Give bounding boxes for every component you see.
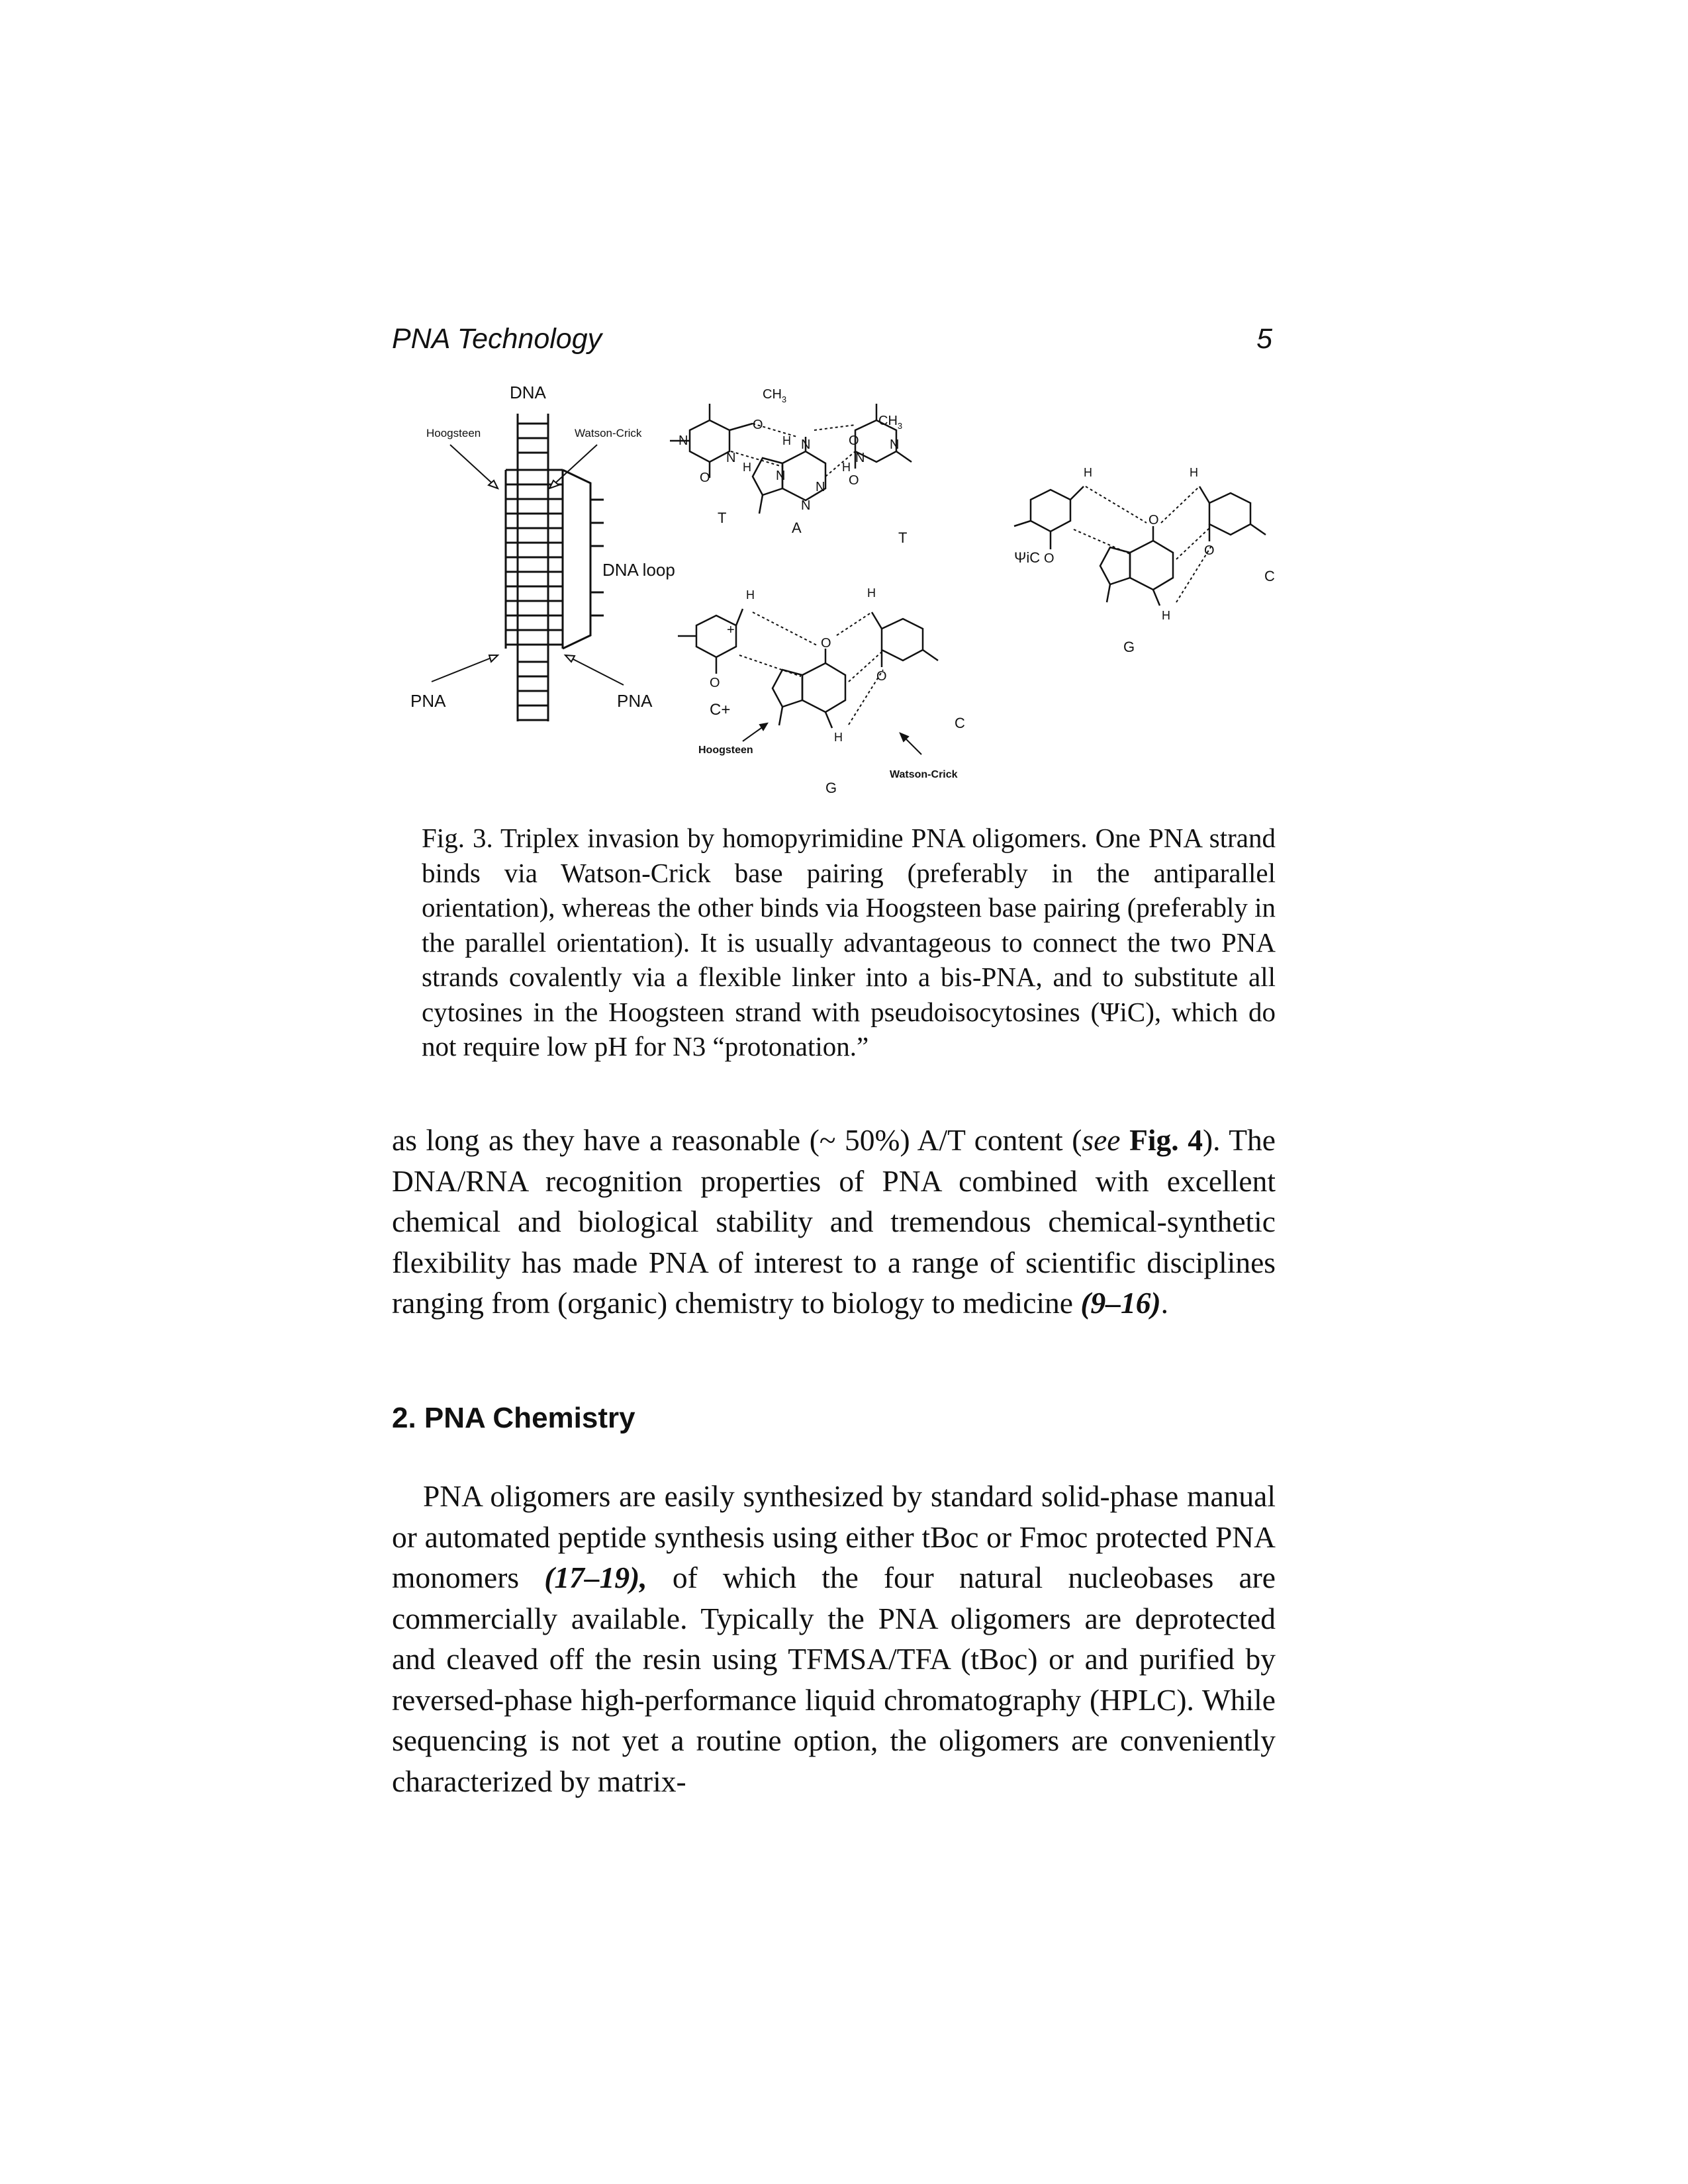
atom-n-8: N — [890, 437, 900, 452]
para2-text-b: of which the four natural nucleobases are commercially available. Typically the PNA oligomers are deprotected and cleaved off the resin using TFMSA/TFA (tBoc) or and purified by reversed-phase high-performance liquid chromatography (HPLC). While sequencing is not yet a routine option, the oligomers are conveniently characterized by matrix- — [392, 1561, 1276, 1798]
para2-text-a: PNA oligomers are easily synthesized by standard solid-phase manual or automated peptide synthesis using either tBoc or Fmoc protected PNA monomers — [392, 1479, 1276, 1594]
atom-n-3: N — [776, 469, 786, 483]
ring-g-six — [802, 663, 845, 712]
atom-o-4: O — [849, 473, 859, 488]
triplex-schematic — [410, 384, 675, 721]
para1-text-c: . — [1160, 1286, 1169, 1320]
caption-label: Fig. 3. — [422, 823, 493, 853]
atom-n-1: N — [679, 433, 688, 448]
label-base-a: A — [792, 520, 802, 536]
atom-n-2: N — [726, 451, 736, 465]
para1-text-a: as long as they have a reasonable (~ 50%) A/T content ( — [392, 1123, 1082, 1157]
label-ch3-left: $CH_3$ — [763, 387, 787, 404]
atom-o-7: O — [876, 669, 887, 684]
label-base-g2: G — [1123, 639, 1135, 655]
ring-t-left — [690, 420, 729, 462]
ring-g2-six — [1130, 541, 1173, 590]
atom-o-2: O — [753, 418, 763, 432]
hbonds-cgc — [739, 612, 883, 725]
section-heading: 2. PNA Chemistry — [392, 1402, 635, 1434]
label-dna: DNA — [510, 384, 546, 402]
atom-h-3: H — [743, 461, 751, 474]
atom-o-9: O — [1149, 513, 1159, 527]
ring-g2-five — [1100, 547, 1130, 584]
triplet-psic-gc — [1014, 466, 1275, 655]
atom-h-2: H — [842, 461, 851, 474]
figure-caption — [422, 821, 1276, 1064]
running-title: PNA Technology — [392, 323, 602, 355]
triplet-cgc — [678, 586, 965, 796]
para1-see: see — [1082, 1123, 1121, 1157]
page-number: 5 — [1256, 323, 1272, 355]
para1-text-b: ). The DNA/RNA recognition properties of PNA combined with excellent chemical and biological stability and tremendous chemical-synthetic flexibility has made PNA of interest to a range of scientific disciplines ranging from (organic) chemistry to biology to medicine — [392, 1123, 1276, 1320]
label-hoogsteen-lower: Hoogsteen — [698, 745, 753, 756]
atom-o-1: O — [700, 471, 710, 485]
label-base-c1: C — [955, 715, 965, 731]
label-ch3-right: $CH_3$ — [878, 414, 903, 431]
label-base-psic: ΨiC — [1014, 549, 1041, 566]
para2-citation[interactable]: (17–19), — [544, 1561, 647, 1594]
para1-citation[interactable]: (9–16) — [1080, 1286, 1161, 1320]
atom-h-4: H — [746, 588, 755, 602]
ring-c2 — [1209, 493, 1250, 535]
figure-3 — [392, 384, 1279, 807]
para1-fig-ref[interactable]: Fig. 4 — [1129, 1123, 1203, 1157]
atom-n-4: N — [801, 437, 811, 452]
page-header — [392, 323, 1272, 363]
atom-h-8: H — [1190, 466, 1198, 479]
ladder-rungs — [506, 424, 604, 720]
atom-n-5: N — [816, 480, 825, 494]
label-base-cplus: C+ — [710, 701, 731, 719]
ring-c — [882, 619, 923, 660]
schematic-arrows — [432, 445, 624, 685]
triplet-tat — [670, 387, 912, 546]
label-base-t1: T — [718, 510, 727, 526]
label-base-g1: G — [825, 780, 837, 796]
figure-3-diagram — [392, 384, 1279, 807]
label-pna-right: PNA — [617, 691, 653, 711]
label-dna-loop: DNA loop — [602, 560, 675, 580]
label-base-c2: C — [1264, 568, 1275, 584]
lower-arrows — [743, 723, 921, 754]
dna-loop-strand — [563, 470, 590, 649]
label-pna-left: PNA — [410, 691, 446, 711]
label-hoogsteen: Hoogsteen — [426, 427, 481, 439]
ring-g-five — [773, 670, 802, 707]
atom-n-7: N — [855, 451, 865, 465]
label-watson-crick: Watson-Crick — [575, 427, 642, 439]
atom-h-7: H — [1084, 466, 1092, 479]
atom-n-6: N — [801, 498, 811, 513]
atom-plus: + — [727, 623, 735, 637]
atom-o-8: O — [1044, 551, 1055, 566]
atom-h-9: H — [1162, 609, 1170, 622]
label-watson-crick-lower: Watson-Crick — [890, 769, 958, 780]
atom-h-5: H — [867, 586, 876, 600]
label-base-t2: T — [898, 529, 908, 546]
atom-o-6: O — [821, 636, 831, 651]
atom-o-3: O — [849, 433, 859, 448]
ring-psic — [1031, 490, 1070, 531]
atom-h-6: H — [834, 731, 843, 744]
atom-o-10: O — [1204, 543, 1215, 558]
body-paragraph-2 — [392, 1476, 1276, 1801]
atom-o-5: O — [710, 676, 720, 690]
caption-text: Triplex invasion by homopyrimidine PNA oligomers. One PNA strand binds via Watson-Crick base pairing (preferably in the antiparallel orientation), whereas the other binds via Hoogsteen base pairing (preferably in the parallel orientation). It is usually advantageous to connect the two PNA strands covalently via a flexible linker into a bis-PNA, and to substitute all cytosines in the Hoogsteen strand with pseudoisocytosines (ΨiC), which do not require low pH for N3 “protonation.” — [422, 823, 1276, 1062]
atom-h-1: H — [782, 434, 791, 447]
body-paragraph-1 — [392, 1120, 1276, 1324]
